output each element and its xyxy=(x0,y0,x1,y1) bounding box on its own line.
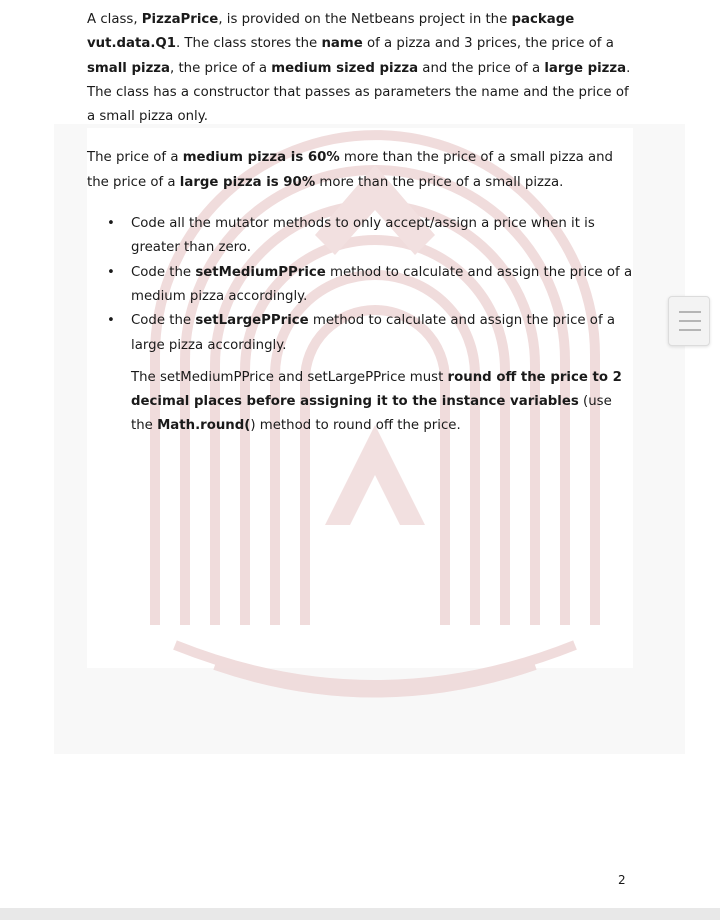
bullet-marker: • xyxy=(107,264,115,280)
paragraph-intro: A class, PizzaPrice, is provided on the Netbeans project in the package vut.data.Q1. The class stores the name of a pizza and 3 prices, the price of a small pizza, the price of a medium sized pizza and the price of a large pizza. The class has a constructor that passes as parameters the name and the price of a small pizza only. xyxy=(87,12,631,125)
page-number: 2 xyxy=(618,873,626,887)
page-bottom-divider xyxy=(0,908,720,920)
hamburger-menu-icon[interactable] xyxy=(668,296,710,346)
paragraph-pricing: The price of a medium pizza is 60% more than the price of a small pizza and the price of a large pizza is 90% more than the price of a small pizza. xyxy=(87,150,613,190)
menu-line xyxy=(679,329,701,331)
menu-line xyxy=(679,320,701,322)
list-item: • Code all the mutator methods to only accept/assign a price when it is greater than zero. xyxy=(87,212,635,261)
task-list xyxy=(87,212,635,358)
list-item: • Code the setLargePPrice method to calculate and assign the price of a large pizza accordingly. xyxy=(87,309,635,358)
document-body xyxy=(87,8,635,439)
bullet-marker: • xyxy=(107,216,115,232)
bullet-marker: • xyxy=(107,313,115,329)
list-item: • Code the setMediumPPrice method to calculate and assign the price of a medium pizza accordingly. xyxy=(87,261,635,310)
menu-line xyxy=(679,311,701,313)
paragraph-rounding-note: The setMediumPPrice and setLargePPrice must round off the price to 2 decimal places before assigning it to the instance variables (use the Math.round() method to round off the price. xyxy=(131,369,622,434)
